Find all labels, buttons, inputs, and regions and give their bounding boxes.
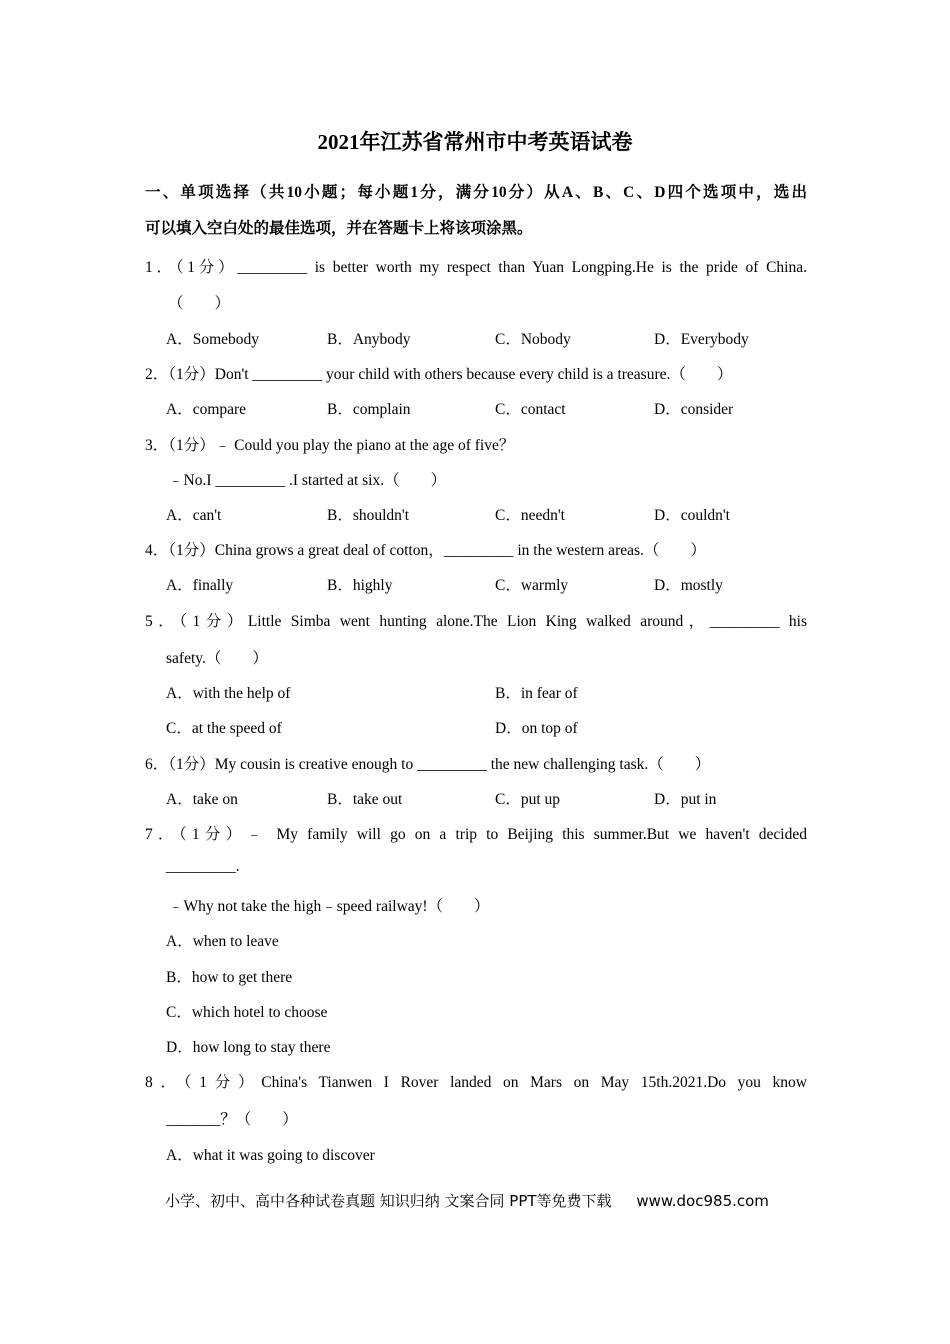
footer-url-link[interactable]: www.doc985.com bbox=[636, 1192, 769, 1210]
q5-option-d: D．on top of bbox=[495, 720, 578, 737]
section-line-2: 可以填入空白处的最佳选项，并在答题卡上将该项涂黑。 bbox=[145, 220, 533, 237]
page-title: 2021年江苏省常州市中考英语试卷 bbox=[317, 130, 633, 154]
q5-option-a: A．with the help of bbox=[166, 685, 291, 702]
q5-option-b: B．in fear of bbox=[495, 685, 578, 702]
q8-option-a: A．what it was going to discover bbox=[166, 1147, 375, 1164]
section-instructions bbox=[145, 175, 807, 247]
q3-option-d: D．couldn't bbox=[654, 507, 730, 524]
q7-option-a: A．when to leave bbox=[166, 933, 279, 950]
question-7-blank: _________. bbox=[166, 858, 240, 875]
q3-option-a: A．can't bbox=[166, 507, 222, 524]
page-footer bbox=[165, 1190, 769, 1211]
question-5-stem: 5．（1分）Little Simba went hunting alone.The Lion King walked around，_________ his bbox=[145, 613, 807, 630]
q2-option-d: D．consider bbox=[654, 401, 734, 418]
q5-option-c: C．at the speed of bbox=[166, 720, 282, 737]
section-line-1: 一、单项选择（共10小题；每小题1分，满分10分）从A、B、C、D四个选项中，选出 bbox=[145, 184, 807, 201]
question-2-stem: 2．（1分）Don't _________ your child with others because every child is a treasure.（ ） bbox=[145, 366, 733, 383]
question-1-paren: （ ） bbox=[168, 295, 231, 312]
q6-option-d: D．put in bbox=[654, 791, 717, 808]
question-3-reply: ﹣No.I _________ .I started at six.（ ） bbox=[168, 472, 447, 489]
q4-option-c: C．warmly bbox=[495, 577, 569, 594]
q4-option-a: A．finally bbox=[166, 577, 234, 594]
q2-option-b: B．complain bbox=[327, 401, 411, 418]
q3-option-c: C．needn't bbox=[495, 507, 565, 524]
footer-text: 小学、初中、高中各种试卷真题 知识归纳 文案合同 PPT等免费下载 bbox=[165, 1192, 612, 1210]
q6-option-c: C．put up bbox=[495, 791, 561, 808]
q1-option-d: D．Everybody bbox=[654, 331, 749, 348]
q4-option-d: D．mostly bbox=[654, 577, 723, 594]
q4-option-b: B．highly bbox=[327, 577, 393, 594]
q1-option-c: C．Nobody bbox=[495, 331, 571, 348]
question-8-stem: 8．（1分）China's Tianwen I Rover landed on Mars on May 15th.2021.Do you know bbox=[145, 1074, 807, 1091]
question-5-cont: safety.（ ） bbox=[166, 650, 268, 667]
question-7-stem: 7．（1分）﹣ My family will go on a trip to Beijing this summer.But we haven't decided bbox=[145, 826, 807, 843]
q6-option-a: A．take on bbox=[166, 791, 238, 808]
q1-option-b: B．Anybody bbox=[327, 331, 411, 348]
question-4-stem: 4．（1分）China grows a great deal of cotton，_________ in the western areas.（ ） bbox=[145, 542, 706, 559]
question-1-stem: 1．（1分）_________ is better worth my respect than Yuan Longping.He is the pride of China. bbox=[145, 259, 807, 276]
question-3-stem: 3．（1分）﹣ Could you play the piano at the age of five？ bbox=[145, 437, 515, 454]
question-8-cont: _______？（ ） bbox=[166, 1111, 298, 1128]
question-7-reply: ﹣Why not take the high﹣speed railway!（ ） bbox=[168, 898, 490, 915]
q7-option-b: B．how to get there bbox=[166, 969, 293, 986]
q7-option-d: D．how long to stay there bbox=[166, 1039, 331, 1056]
q2-option-c: C．contact bbox=[495, 401, 566, 418]
q6-option-b: B．take out bbox=[327, 791, 403, 808]
q2-option-a: A．compare bbox=[166, 401, 247, 418]
q1-option-a: A．Somebody bbox=[166, 331, 260, 348]
q7-option-c: C．which hotel to choose bbox=[166, 1004, 328, 1021]
question-6-stem: 6．（1分）My cousin is creative enough to _________ the new challenging task.（ ） bbox=[145, 756, 711, 773]
q3-option-b: B．shouldn't bbox=[327, 507, 410, 524]
